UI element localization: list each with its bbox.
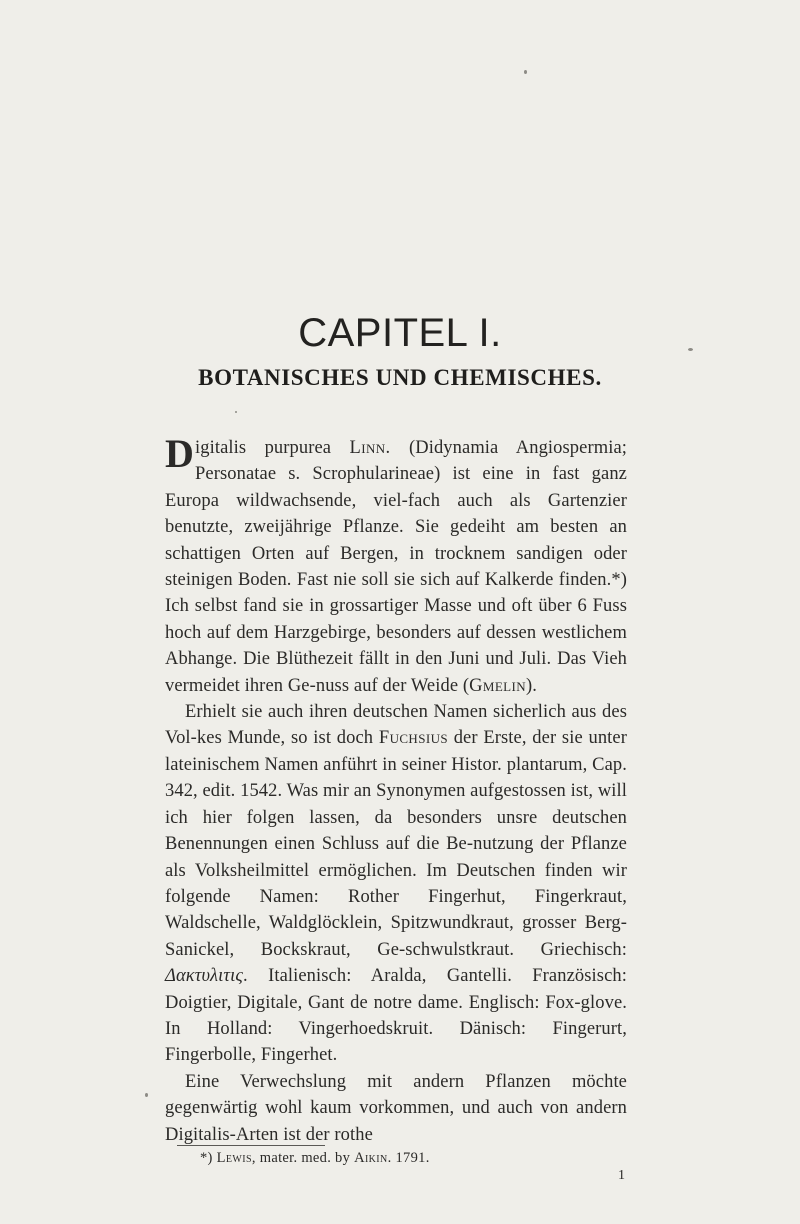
greek-name: Δακτυλιτις [165, 966, 243, 987]
footnote [200, 1150, 430, 1167]
author-gmelin: Gmelin [469, 675, 527, 696]
paragraph-2-text-b: der Erste, der sie unter lateinischem Namen anführt in seiner Histor. plantarum, Cap. 342, edit. 1542. Was mir an Synonymen aufgestossen ist, will ich hier folgen lassen, da besonders unsre deutschen Benennungen einen Schluss auf die Be-nutzung der Pflanze als Volksheilmittel ermöglichen. Im Deutschen finden wir folgende Namen: Rother Fingerhut, Fingerkraut, Waldschelle, Waldglöcklein, Spitzwundkraut, grosser Berg-Sanickel, Bockskraut, Ge-schwulstkraut. Griechisch: [165, 728, 628, 960]
paper-speck [524, 70, 527, 74]
paragraph-1-text-b: (Didynamia Angiospermia; Personatae s. Scrophularineae) ist eine in fast ganz Europa wildwachsende, viel-fach auch als Gartenzier benutzte, zweijährige Pflanze. Sie gedeiht am besten an schattigen Orten auf Bergen, in trocknem sandigen oder steinigen Boden. Fast nie soll sie sich auf Kalkerde finden.*) Ich selbst fand sie in grossartiger Masse und oft über 6 Fuss hoch auf dem Harzgebirge, besonders auf dessen westlichem Abhange. Die Blüthezeit fällt in den Juni und Juli. Das Vieh vermeidet ihren Ge-nuss auf der Weide ( [165, 438, 628, 696]
paper-speck [235, 411, 237, 413]
paragraph-1 [165, 431, 628, 699]
footnote-text-a: , mater. med. by [251, 1150, 355, 1166]
paragraph-1-text-c: ). [526, 675, 538, 696]
chapter-subtitle: BOTANISCHES UND CHEMISCHES. [198, 365, 602, 390]
footnote-author-lewis: Lewis [216, 1150, 252, 1166]
paragraph-2 [165, 699, 627, 1069]
paragraph-3: Eine Verwechslung mit andern Pflanzen möchte gegenwärtig wohl kaum vorkommen, und auch von andern Digitalis-Arten ist der rothe [165, 1071, 627, 1145]
author-linn: Linn. [349, 438, 391, 458]
chapter-title: CAPITEL I. [298, 311, 502, 355]
paper-speck [145, 1093, 148, 1097]
paragraph-2-text-c: . Italienisch: Aralda, Gantelli. Französisch: Doigtier, Digitale, Gant de notre dame. Englisch: Fox-glove. In Holland: Vingerhoedskruit. Dänisch: Fingerurt, Fingerbolle, Fingerhet. [165, 966, 627, 1066]
footnote-marker: *) [200, 1150, 213, 1166]
main-text [165, 431, 628, 1148]
author-fuchsius: Fuchsius [378, 728, 448, 749]
footnote-divider [177, 1145, 325, 1146]
paragraph-2-text-a: Erhielt sie auch ihren deutschen Namen sicherlich aus des Vol-kes Munde, so ist doch [165, 702, 627, 749]
paragraph-1-text-a: igitalis purpurea [195, 438, 350, 458]
page-number: 1 [618, 1168, 625, 1183]
footnote-author-aikin: Aikin [354, 1150, 388, 1166]
drop-cap: D [165, 431, 194, 476]
footnote-text-b: . 1791. [387, 1150, 430, 1166]
